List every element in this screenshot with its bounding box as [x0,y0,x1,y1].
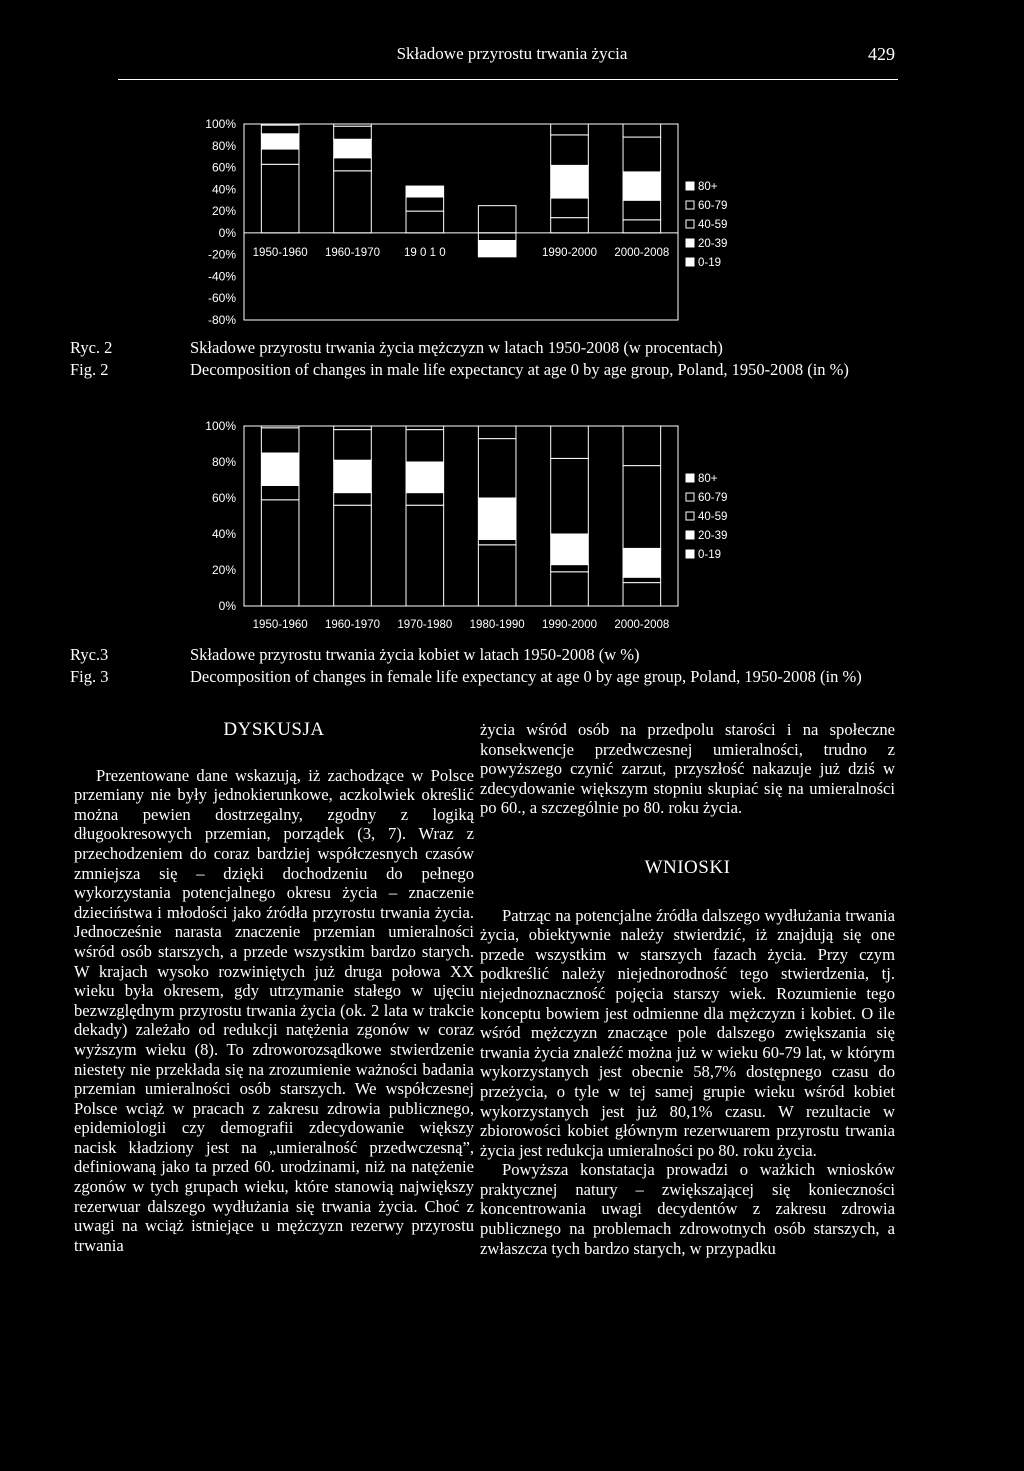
figure-2-caption-pl: Składowe przyrostu trwania życia mężczyzn w latach 1950-2008 (w procentach) [190,338,723,357]
x-tick-label: 2000-2008 [614,247,670,259]
y-tick-label: 0% [218,599,236,613]
bar-segment [334,493,372,506]
y-tick-label: 40% [211,527,236,541]
x-tick-label: 1950-1960 [252,247,308,259]
y-tick-label: 60% [211,491,236,505]
right-paragraph-2: Powyższa konstatacja prowadzi o ważkich wniosków praktycznej natury – zwiększającej się konieczności koncentrowania uwagi decydentów z zakresu zdrowia publicznego na problemach zdrowotnych osób starszych, a zwłaszcza tych bardzo starych, w przypadku [480,1160,895,1258]
legend-swatch [686,550,694,558]
bar-segment [261,453,299,485]
y-tick-label: 20% [211,563,236,577]
legend-label: 0-19 [698,549,722,561]
bar-segment [261,500,299,606]
right-column [480,720,895,1258]
legend-label: 80+ [698,181,718,193]
y-tick-label: 20% [211,204,236,219]
y-tick-label: 100% [205,419,236,433]
x-tick-label: 19 0 1 0 [404,247,446,259]
bar-segment [478,498,516,539]
y-tick-label: -40% [207,269,236,284]
bar-segment [551,458,589,534]
left-column [74,720,474,1255]
bar-segment [261,428,299,453]
y-tick-label: -60% [207,291,236,306]
x-tick-label: 19 0-1 [480,247,514,259]
x-tick-label: 2000-2008 [614,619,670,631]
bar-segment [623,583,661,606]
bar-segment [478,539,516,544]
section-heading-wnioski: WNIOSKI [644,856,731,878]
bar-segment [406,462,444,493]
page-number: 429 [868,44,895,64]
legend-label: 0-19 [698,257,722,269]
y-tick-label: -20% [207,247,236,262]
bar-segment [406,505,444,606]
plot-frame [244,426,678,606]
x-tick-label: 1950-1960 [252,619,308,631]
bar-segment [406,430,444,462]
bar-segment [478,439,516,498]
bar-segment [261,485,299,499]
bar-segment [261,426,299,428]
legend-label: 20-39 [698,530,728,542]
bar-segment [623,548,661,577]
y-tick-label: -80% [207,313,236,327]
legend-label: 40-59 [698,511,728,523]
figure-3-caption-pl: Składowe przyrostu trwania życia kobiet w latach 1950-2008 (w %) [190,645,640,664]
bar-segment [551,534,589,565]
legend-swatch [686,474,694,482]
bar-segment [406,493,444,506]
right-paragraph-1: Patrząc na potencjalne źródła dalszego wydłużania trwania życia, obiektywnie należy stwierdzić, iż znajdują się one przede wszystkim w starszych fazach życia. Przy czym podkreślić należy niejednorodność tego stwierdzenia, tj. niejednoznaczność pojęcia starszy wiek. Rozumienie tego konceptu bowiem jest odmienne dla mężczyzn i kobiet. O ile wśród mężczyzn znaczące pole dalszego zwiększania się trwania życia znaleźć można już w wieku 60-79 lat, w którym wykorzystanych jest obecnie 58,7% dostępnego czasu do przeżycia, o tyle w tej samej grupie wieku wśród kobiet wykorzystanych jest już 80,1% czasu. W rezultacie w zbiorowości kobiet głównym rezerwuarem przyrostu trwania życia jest redukcja umieralności po 80. roku życia. [480,905,895,1160]
x-tick-label: 1990-2000 [542,247,597,259]
y-tick-label: 0% [218,225,236,240]
bar-segment [478,545,516,606]
x-tick-label: 1970-1980 [397,619,453,631]
y-tick-label: 60% [211,160,236,175]
x-tick-label: 1990-2000 [542,619,597,631]
bar-segment [334,505,372,606]
y-tick-label: 80% [211,455,236,469]
bar-segment [551,426,589,458]
bar-segment [334,460,372,492]
bar-segment [406,426,444,430]
legend-label: 40-59 [698,219,728,231]
figure-3-label-en: Fig. 3 [70,667,109,686]
bar-segment [623,466,661,549]
legend-label: 60-79 [698,492,728,504]
section-heading-dyskusja: DYSKUSJA [223,719,325,740]
legend-swatch [686,512,694,520]
bar-segment [623,577,661,582]
x-tick-label: 1960-1970 [325,247,380,259]
figure-3-chart [0,0,1024,640]
bar-segment [551,565,589,572]
legend-label: 20-39 [698,238,728,250]
legend-label: 80+ [698,473,718,485]
y-tick-label: 100% [205,117,236,131]
figure-2-label-pl: Ryc. 2 [70,338,113,357]
left-paragraph: Prezentowane dane wskazują, iż zachodzące w Polsce przemiany nie były jednokierunkowe, aczkolwiek określić można pewien dostrzegalny, zgodny z logiką długookresowych przemian, porządek (3, 7). Wraz z przechodzeniem do coraz bardziej współczesnych czasów zmniejsza się – dzięki dochodzeniu do pełnego wykorzystania potencjalnego okresu życia – znaczenie dzieciństwa i młodości jako źródła przyrostu trwania życia. Jednocześnie narasta znaczenie przemian umieralności wśród osób starszych, a przede wszystkim bardzo starych. W krajach wysoko rozwiniętych już druga połowa XX wieku była okresem, gdy utrzymanie stałego w ujęciu bezwzględnym przyrostu trwania życia (ok. 2 lata w trakcie dekady) zależało od redukcji natężenia zgonów w coraz wyższym wieku (8). To zdroworozsądkowe stwierdzenie niestety nie przekłada się na zrozumienie ważności badania przemian umieralności osób starszych. We współczesnej Polsce wciąż w pracach z zakresu zdrowia publicznego, epidemiologii czy demografii zdecydowanie większy nacisk kładziony jest na „umieralność przedwczesną”, definiowaną jako ta przed 60. urodzinami, niż na natężenie zgonów w tych grupach wieku, które stanowią największy rezerwuar dalszego wydłużania się trwania życia. Choć z uwagi na wciąż istniejące u mężczyzn rezerwy przyrostu trwania [74,765,474,1255]
bar-segment [334,430,372,461]
y-tick-label: 80% [211,138,236,153]
figure-2-caption-en: Decomposition of changes in male life expectancy at age 0 by age group, Poland, 1950-2008 (in %) [190,360,849,379]
running-header-title: Składowe przyrostu trwania życia [396,44,628,63]
bar-segment [551,572,589,606]
figure-3-label-pl: Ryc.3 [70,645,109,664]
bar-segment [623,426,661,466]
bar-segment [478,426,516,439]
legend-label: 60-79 [698,200,728,212]
figure-2-label-en: Fig. 2 [70,360,109,379]
x-tick-label: 1960-1970 [325,619,380,631]
legend-swatch [686,531,694,539]
legend-swatch [686,493,694,501]
bar-segment [334,426,372,430]
figure-3-caption-en: Decomposition of changes in female life expectancy at age 0 by age group, Poland, 1950-2008 (in %) [190,667,862,686]
right-intro-paragraph: życia wśród osób na przedpolu starości i na społeczne konsekwencje przedwczesnej umieralności, trudno z powyższego czynić zarzut, przyszłość nakazuje już dziś w zdecydowanie większym stopniu skupiać się na umieralności po 60., a szczególnie po 80. roku życia. [480,720,895,818]
y-tick-label: 40% [211,182,236,197]
x-tick-label: 1980-1990 [469,619,525,631]
